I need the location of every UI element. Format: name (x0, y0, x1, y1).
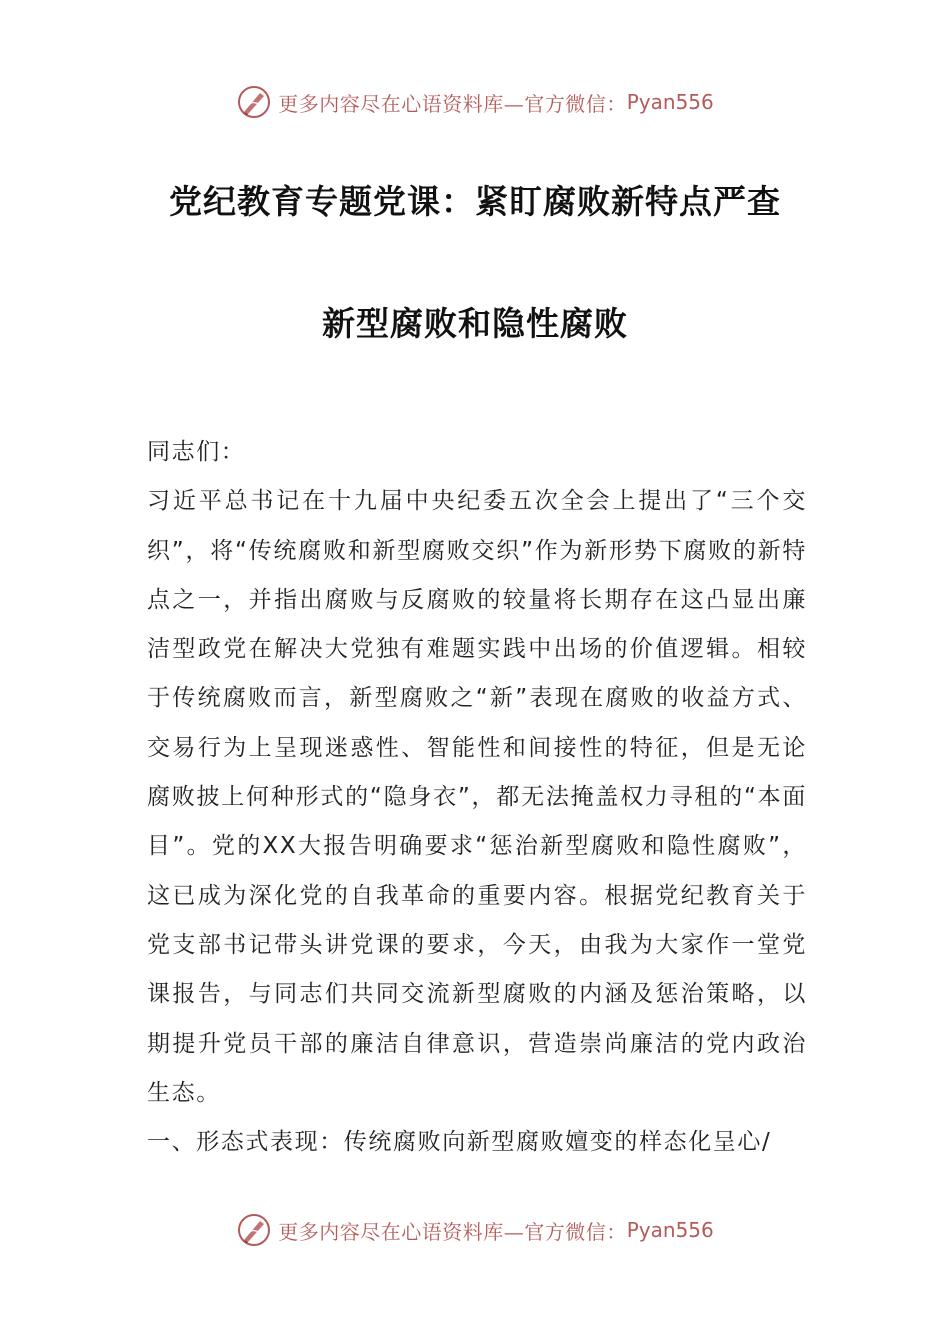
document-title-line-2: 新型腐败和隐性腐败 (322, 304, 628, 343)
pen-logo-icon (236, 1212, 272, 1248)
pen-logo-icon (236, 84, 272, 120)
document-body (147, 428, 807, 1167)
watermark-text: 更多内容尽在心语资料库—官方微信： (278, 1219, 627, 1244)
footer-watermark-banner (0, 1208, 950, 1252)
watermark-text: 更多内容尽在心语资料库—官方微信： (278, 91, 627, 116)
header-watermark-banner (0, 80, 950, 124)
watermark-wechat-id: Pyan556 (626, 90, 714, 114)
body-paragraph-1: 习近平总书记在十九届中央纪委五次全会上提出了“三个交织”，将“传统腐败和新型腐败交织”作为新形势下腐败的新特点之一，并指出腐败与反腐败的较量将长期存在这凸显出廉洁型政党在解决大党独有难题实践中出场的价值逻辑。相较于传统腐败而言，新型腐败之“新”表现在腐败的收益方式、交易行为上呈现迷惑性、智能性和间接性的特征，但是无论腐败披上何种形式的“隐身衣”，都无法掩盖权力寻租的“本面目”。党的XX大报告明确要求“惩治新型腐败和隐性腐败”，这已成为深化党的自我革命的重要内容。根据党纪教育关于党支部书记带头讲党课的要求，今天，由我为大家作一堂党课报告，与同志们共同交流新型腐败的内涵及惩治策略，以期提升党员干部的廉洁自律意识，营造崇尚廉洁的党内政治生态。 (147, 488, 807, 1106)
section-heading-1: 一、形态式表现：传统腐败向新型腐败嬗变的样态化呈心/ (147, 1129, 772, 1156)
greeting: 同志们： (147, 439, 246, 465)
document-title-line-1: 党纪教育专题党课：紧盯腐败新特点严查 (169, 182, 781, 221)
watermark-wechat-id: Pyan556 (626, 1218, 714, 1242)
